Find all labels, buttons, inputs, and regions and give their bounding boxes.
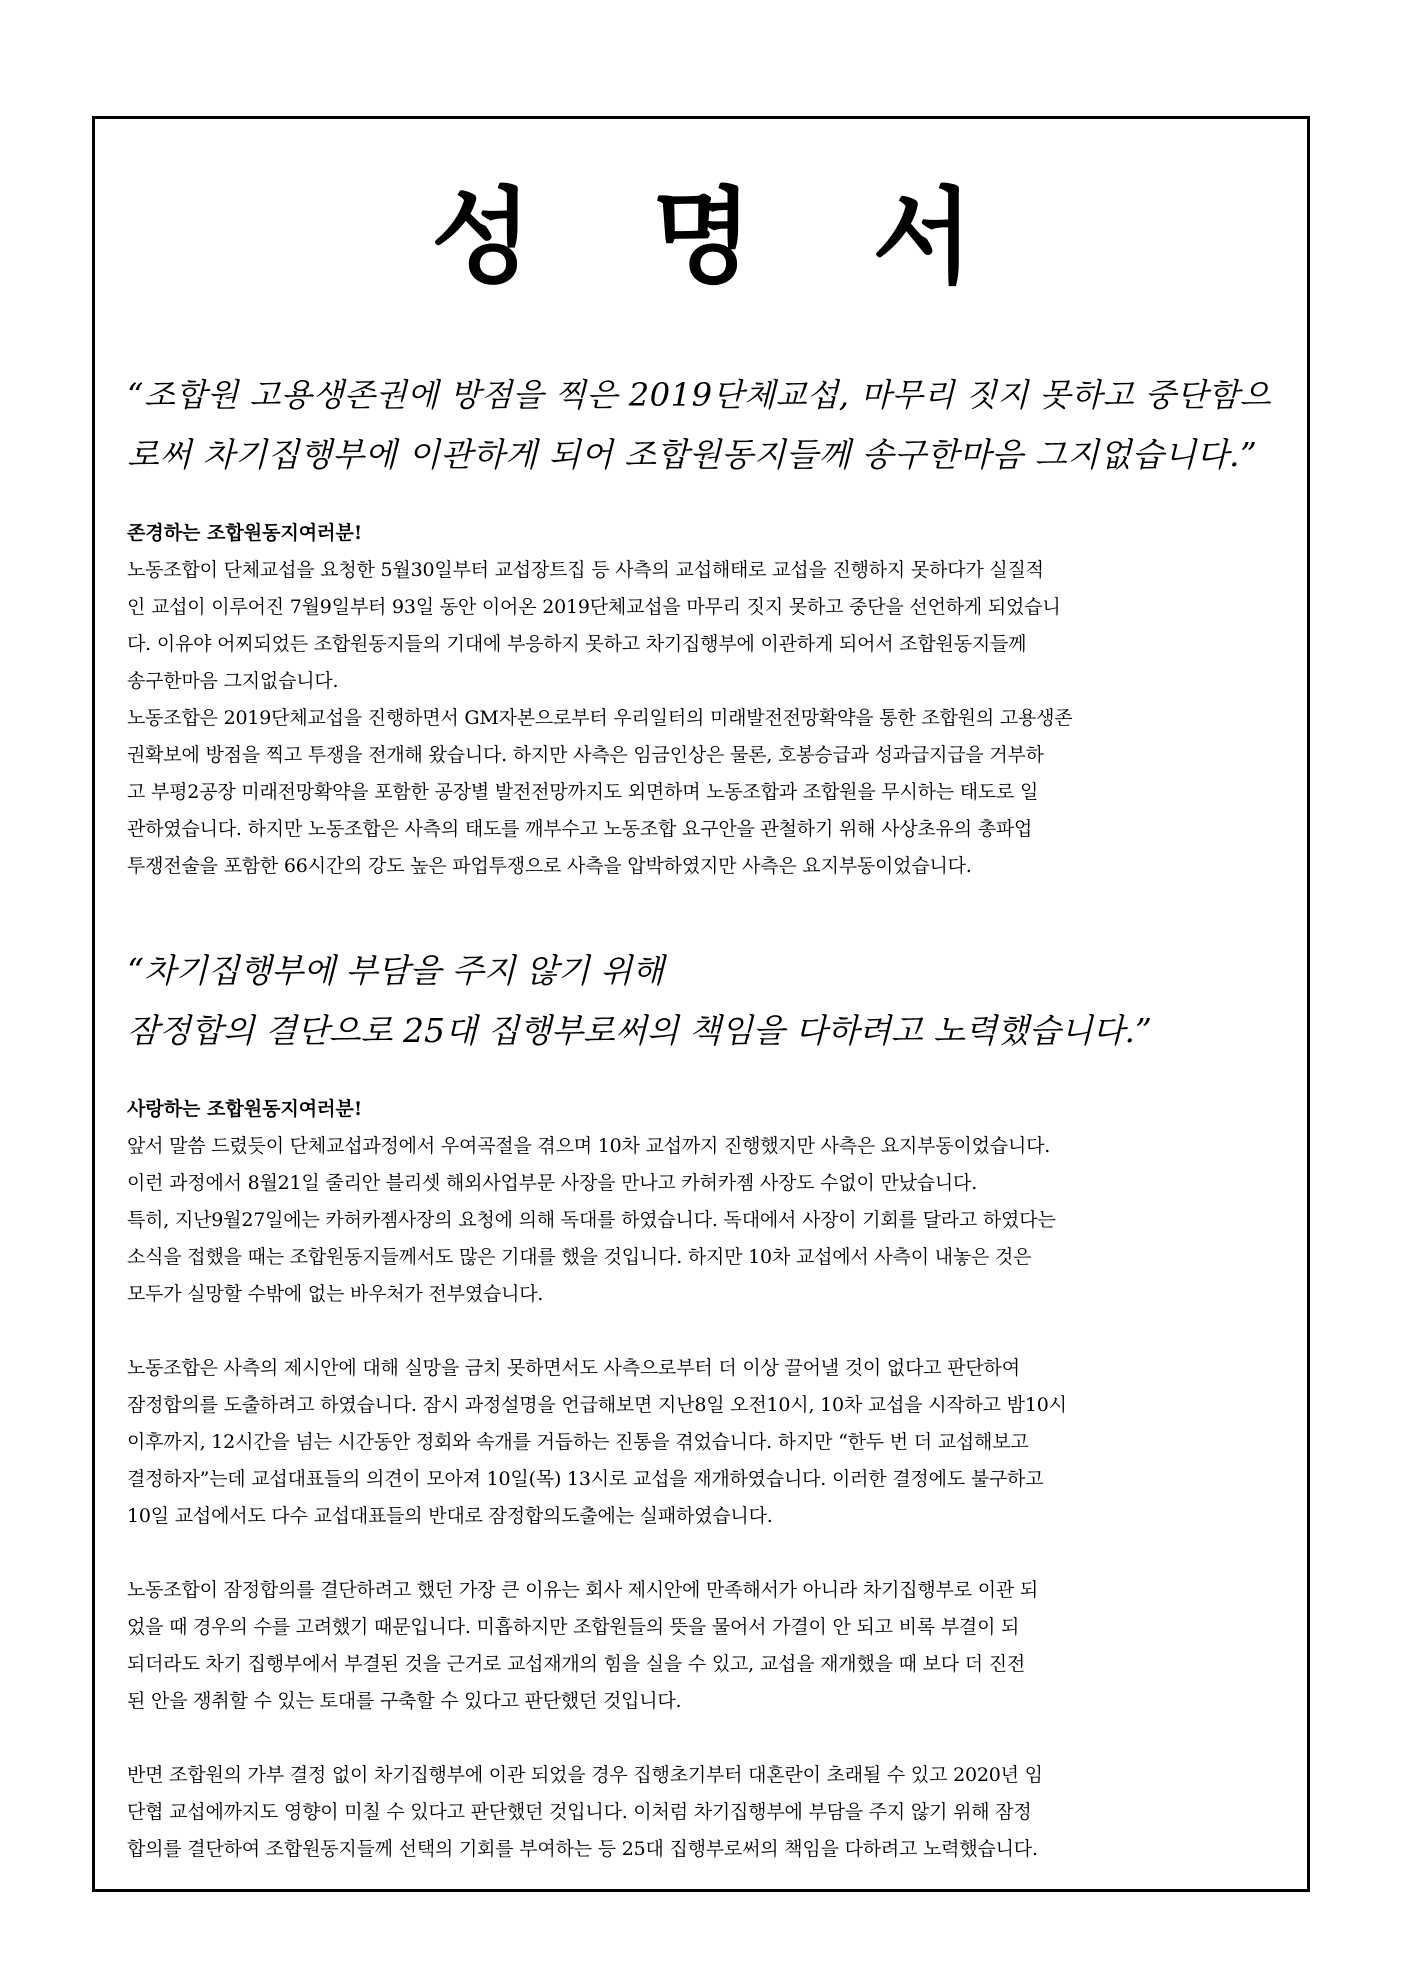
paragraph-3: [127, 1128, 1277, 1313]
paragraph-line: 노동조합은 2019단체교섭을 진행하면서 GM자본으로부터 우리일터의 미래발전전망확약을 통한 조합원의 고용생존: [127, 707, 1073, 729]
headline-quote-1: [127, 365, 1277, 485]
statement-frame: [92, 116, 1310, 1892]
paragraph-line: 소식을 접했을 때는 조합원동지들께서도 많은 기대를 했을 것입니다. 하지만 10차 교섭에서 사측이 내놓은 것은: [127, 1246, 1032, 1268]
paragraph-line: 었을 때 경우의 수를 고려했기 때문입니다. 미흡하지만 조합원들의 뜻을 물어서 가결이 안 되고 비록 부결이 되: [127, 1616, 1020, 1638]
paragraph-line: 고 부평2공장 미래전망확약을 포함한 공장별 발전전망까지도 외면하며 노동조합과 조합원을 무시하는 태도로 일: [127, 781, 1039, 803]
paragraph-line: 잠정합의를 도출하려고 하였습니다. 잠시 과정설명을 언급해보면 지난8일 오전10시, 10차 교섭을 시작하고 밤10시: [127, 1394, 1067, 1416]
paragraph-line: 노동조합이 잠정합의를 결단하려고 했던 가장 큰 이유는 회사 제시안에 만족해서가 아니라 차기집행부로 이관 되: [127, 1579, 1039, 1601]
paragraph-line: 노동조합이 단체교섭을 요청한 5월30일부터 교섭장트집 등 사측의 교섭해태로 교섭을 진행하지 못하다가 실질적: [127, 559, 1044, 581]
paragraph-line: 합의를 결단하여 조합원동지들께 선택의 기회를 부여하는 등 25대 집행부로써의 책임을 다하려고 노력했습니다.: [127, 1838, 1038, 1860]
paragraph-4: [127, 1350, 1277, 1535]
paragraph-line: 인 교섭이 이루어진 7월9일부터 93일 동안 이어온 2019단체교섭을 마무리 짓지 못하고 중단을 선언하게 되었습니: [127, 596, 1061, 618]
paragraph-line: 앞서 말씀 드렸듯이 단체교섭과정에서 우여곡절을 겪으며 10차 교섭까지 진행했지만 사측은 요지부동이었습니다.: [127, 1135, 1051, 1157]
paragraph-line: 다. 이유야 어찌되었든 조합원동지들의 기대에 부응하지 못하고 차기집행부에 이관하게 되어서 조합원동지들께: [127, 633, 1027, 655]
paragraph-line: 이런 과정에서 8월21일 줄리안 블리셋 해외사업부문 사장을 만나고 카허카젬 사장도 수없이 만났습니다.: [127, 1172, 978, 1194]
paragraph-line: 된 안을 쟁취할 수 있는 토대를 구축할 수 있다고 판단했던 것입니다.: [127, 1690, 682, 1712]
paragraph-line: 투쟁전술을 포함한 66시간의 강도 높은 파업투쟁으로 사측을 압박하였지만 사측은 요지부동이었습니다.: [127, 855, 972, 877]
paragraph-line: 권확보에 방점을 찍고 투쟁을 전개해 왔습니다. 하지만 사측은 임금인상은 물론, 호봉승급과 성과급지급을 거부하: [127, 744, 1044, 766]
paragraph-line: 되더라도 차기 집행부에서 부결된 것을 근거로 교섭재개의 힘을 실을 수 있고, 교섭을 재개했을 때 보다 더 진전: [127, 1653, 1026, 1675]
document-title: 성 명 서: [431, 176, 1015, 298]
headline-quote-2: [127, 941, 1277, 1061]
paragraph-2: [127, 700, 1277, 885]
paragraph-line: 결정하자”는데 교섭대표들의 의견이 모아져 10일(목) 13시로 교섭을 재개하였습니다. 이러한 결정에도 불구하고: [127, 1468, 1044, 1490]
greeting-2: 사랑하는 조합원동지여러분!: [127, 1098, 363, 1120]
quote-2-line: 잠정합의 결단으로 25대 집행부로써의 책임을 다하려고 노력했습니다.”: [127, 1011, 1152, 1050]
paragraph-6: [127, 1757, 1277, 1868]
paragraph-line: 이후까지, 12시간을 넘는 시간동안 정회와 속개를 거듭하는 진통을 겪었습니다. 하지만 “한두 번 더 교섭해보고: [127, 1431, 1029, 1453]
paragraph-line: 반면 조합원의 가부 결정 없이 차기집행부에 이관 되었을 경우 집행초기부터 대혼란이 초래될 수 있고 2020년 임: [127, 1764, 1043, 1786]
quote-1-line: “조합원 고용생존권에 방점을 찍은 2019단체교섭, 마무리 짓지 못하고 중단함으: [127, 376, 1272, 414]
paragraph-line: 단협 교섭에까지도 영향이 미칠 수 있다고 판단했던 것입니다. 이처럼 차기집행부에 부담을 주지 않기 위해 잠정: [127, 1801, 1032, 1823]
paragraph-1: [127, 552, 1277, 700]
paragraph-line: 노동조합은 사측의 제시안에 대해 실망을 금치 못하면서도 사측으로부터 더 이상 끌어낼 것이 없다고 판단하여: [127, 1357, 1020, 1379]
paragraph-line: 모두가 실망할 수밖에 없는 바우처가 전부였습니다.: [127, 1283, 544, 1305]
paragraph-line: 관하였습니다. 하지만 노동조합은 사측의 태도를 깨부수고 노동조합 요구안을 관철하기 위해 사상초유의 총파업: [127, 818, 1033, 840]
quote-1-line: 로써 차기집행부에 이관하게 되어 조합원동지들께 송구한마음 그지없습니다.”: [127, 435, 1258, 474]
paragraph-line: 송구한마음 그지없습니다.: [127, 670, 339, 692]
paragraph-line: 10일 교섭에서도 다수 교섭대표들의 반대로 잠정합의도출에는 실패하였습니다.: [127, 1505, 773, 1527]
quote-2-line: “차기집행부에 부담을 주지 않기 위해: [127, 951, 664, 990]
paragraph-5: [127, 1572, 1277, 1720]
paragraph-line: 특히, 지난9월27일에는 카허카젬사장의 요청에 의해 독대를 하였습니다. 독대에서 사장이 기회를 달라고 하였다는: [127, 1209, 1056, 1231]
greeting-1: 존경하는 조합원동지여러분!: [127, 522, 363, 544]
